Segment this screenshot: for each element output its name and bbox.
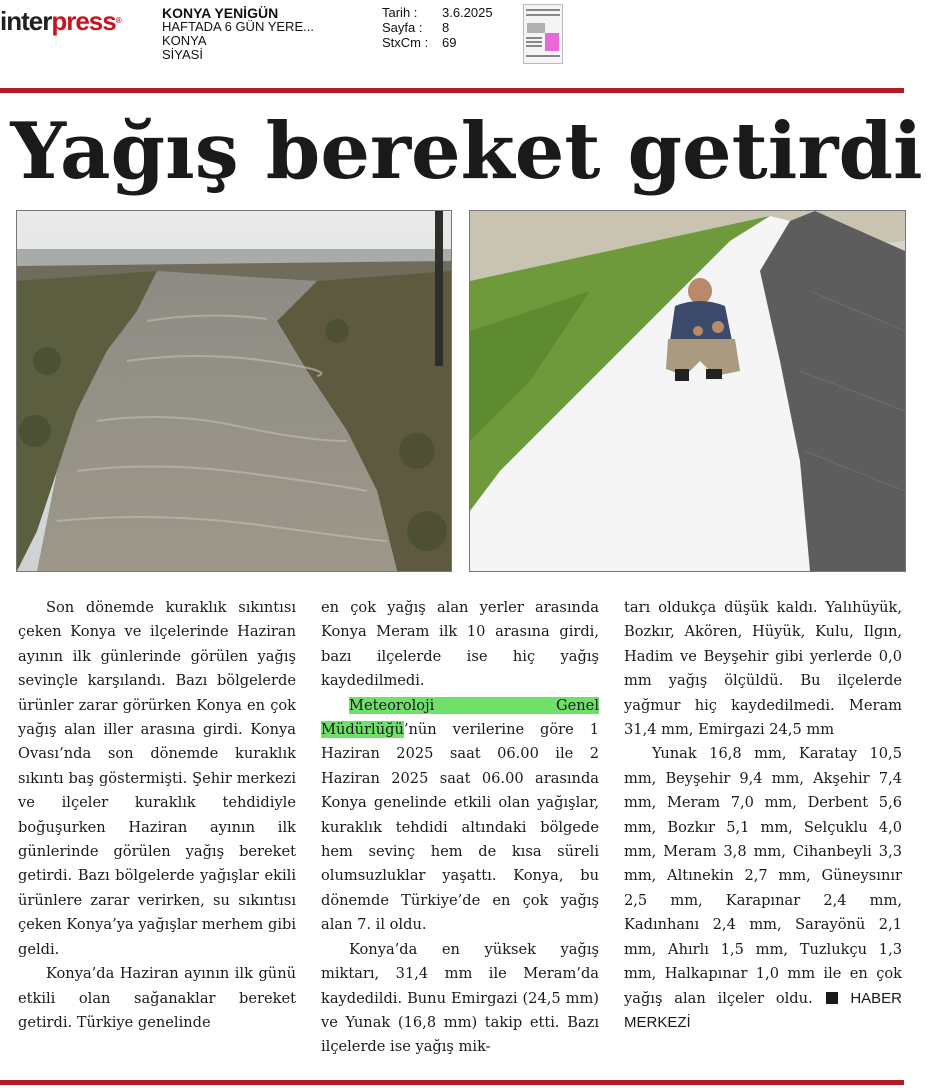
photo-hail-covered-road — [469, 210, 906, 572]
logo-registered-mark: ® — [115, 16, 121, 25]
byline: HABER MERKEZİ — [624, 989, 902, 1031]
date-value: 3.6.2025 — [442, 5, 493, 20]
article-column-3 — [624, 596, 902, 1035]
byline-square-icon — [826, 992, 838, 1004]
size-label: StxCm : — [382, 35, 429, 50]
page-thumbnail[interactable] — [523, 4, 563, 64]
interpress-logo — [0, 6, 121, 36]
highlighted-source: Meteoroloji Genel Müdürlüğü — [321, 696, 599, 739]
paragraph-low-rainfall: tarı oldukça düşük kaldı. Yalıhüyük, Bozkır, Akören, Hüyük, Kulu, Ilgın, Hadim ve Beyşehir gibi yerlerde 0,0 mm yağış ölçüldü. Bu ilçelerde yağmur hiç kaydedilmedi. Meram 31,4 mm, Emirgazi 24,5 mm — [624, 599, 902, 739]
page-row — [382, 20, 493, 35]
paragraph-meteorology-text: ’nün verilerine göre 1 Haziran 2025 saat 06.00 ile 2 Haziran 2025 saat 06.00 arasında Konya genelinde etkili olan yağışlar, kuraklık tehdidi altındaki bölgede hem sevinç hem de kısa süreli olumsuzluklar yaşattı. Konya, bu dönemde Türkiye’de en çok yağış alan 7. il oldu. — [321, 721, 599, 934]
size-value: 69 — [442, 35, 457, 50]
clipping-meta — [162, 6, 314, 62]
top-rule — [0, 88, 904, 93]
paragraph-district-list — [624, 742, 902, 1035]
paragraph-meteorology — [321, 694, 599, 938]
page-value: 8 — [442, 20, 450, 35]
publication-frequency: HAFTADA 6 GÜN YERE... — [162, 19, 314, 34]
bottom-rule — [0, 1080, 904, 1085]
publication-name: KONYA YENİGÜN — [162, 5, 279, 21]
clipping-info — [382, 5, 493, 50]
article-headline: Yağış bereket getirdi — [10, 106, 923, 197]
paragraph-june-first: Konya’da Haziran ayının ilk günü etkili olan sağanaklar bereket getirdi. Türkiye genelinde — [18, 965, 296, 1031]
paragraph-meram-top10: en çok yağış alan yerler arasında Konya Meram ilk 10 arasına girdi, bazı ilçelerde ise hiç yağış kaydedilmedi. — [321, 599, 599, 690]
date-row — [382, 5, 493, 20]
publication-city: KONYA — [162, 33, 207, 48]
article-column-1 — [18, 596, 296, 1035]
logo-part-inter: inter — [0, 6, 52, 36]
paragraph-highest-rainfall: Konya’da en yüksek yağış miktarı, 31,4 mm ile Meram’da kaydedildi. Bunu Emirgazi (24,5 mm) ve Yunak (16,8 mm) takip etti. Bazı ilçelerde ise yağış mik- — [321, 940, 599, 1056]
logo-part-press: press — [51, 6, 116, 36]
size-row — [382, 35, 493, 50]
photo-flooded-stream — [16, 210, 452, 572]
page-label: Sayfa : — [382, 20, 423, 35]
paragraph-intro: Son dönemde kuraklık sıkıntısı çeken Konya ve ilçelerinde Haziran ayının ilk günlerinde görülen yağış sevinçle karşılandı. Bazı bölgelerde ürünler zarar görürken Konya en çok yağış alan iller arasına girdi. Konya Ovası’nda son dönemde kuraklık sıkıntı baş göstermişti. Şehir merkezi ve ilçeler kuraklık tehdidiyle boğuşurken Haziran ayının ilk günlerinde görülen yağış bereket getirdi. Bazı bölgelerde yağışlar ekili ürünlere zarar verirken, su sıkıntısı çeken Konya’ya yağışlar merhem gibi geldi. — [18, 599, 296, 958]
publication-section: SİYASİ — [162, 47, 203, 62]
date-label: Tarih : — [382, 5, 418, 20]
district-list-text: Yunak 16,8 mm, Karatay 10,5 mm, Beyşehir 9,4 mm, Akşehir 7,4 mm, Meram 7,0 mm, Derbent 5,6 mm, Bozkır 5,1 mm, Selçuklu 4,0 mm, Meram 3,8 mm, Cihanbeyli 3,3 mm, Altınekin 2,7 mm, Güneysınır 2,5 mm, Karapınar 2,4 mm, Kadınhanı 2,4 mm, Sarayönü 2,1 mm, Ahırlı 1,5 mm, Tuzlukçu 1,3 mm, Halkapınar 1,0 mm ile en çok yağış alan ilçeler oldu. — [624, 745, 902, 1007]
article-column-2 — [321, 596, 599, 1060]
